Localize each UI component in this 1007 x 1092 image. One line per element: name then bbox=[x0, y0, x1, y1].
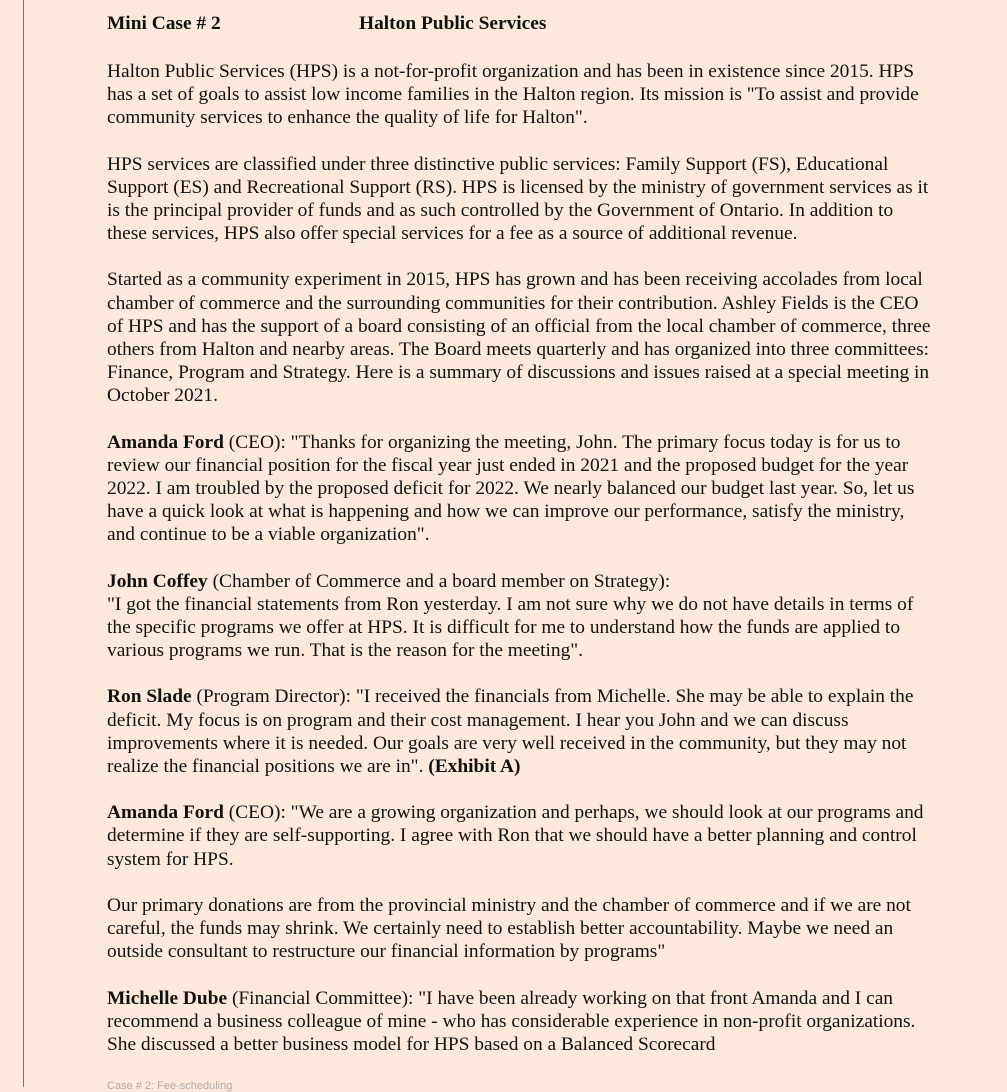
speaker-text: (CEO): "Thanks for organizing the meeting, John. The primary focus today is for us to review our financial position for the fiscal year just ended in 2021 and the proposed budget for the year 2022. I am troubled by the proposed deficit for 2022. We nearly balanced our budget last year. So, let us have a quick look at what is happening and how we can improve our performance, satisfy the ministry, and continue to be a viable organization". bbox=[107, 431, 915, 546]
speaker-text: (Financial Committee): "I have been already working on that front Amanda and I can recommend a business colleague of mine - who has considerable experience in non-profit organizations. She discussed a better business model for HPS based on a Balanced Scorecard bbox=[107, 987, 916, 1055]
speaker-name: Michelle Dube bbox=[107, 987, 228, 1009]
document-body bbox=[107, 10, 937, 1079]
speaker-name: John Coffey bbox=[107, 570, 208, 592]
page-left-border bbox=[23, 0, 24, 1087]
donations-paragraph: Our primary donations are from the provincial ministry and the chamber of commerce and if we are not careful, the funds may shrink. We certainly need to establish better accountability. Maybe we need an outside consultant to restructure our financial information by programs" bbox=[107, 894, 911, 963]
speaker-name: Ron Slade bbox=[107, 686, 192, 708]
speaker-name: Amanda Ford bbox=[107, 802, 224, 824]
speaker-text: (CEO): "We are a growing organization and perhaps, we should look at our programs and determine if they are self-supporting. I agree with Ron that we should have a better planning and control system for HPS. bbox=[107, 802, 924, 870]
amanda-statement-1 bbox=[107, 431, 937, 547]
john-role bbox=[107, 570, 937, 593]
intro-paragraph: Halton Public Services (HPS) is a not-for-profit organization and has been in existence since 2015. HPS has a set of goals to assist low income families in the Halton region. Its mission is "To assist and provide community services to enhance the quality of life for Halton". bbox=[107, 61, 919, 129]
case-header bbox=[107, 10, 937, 37]
speaker-text: (Program Director): "I received the financials from Michelle. She may be able to explain the deficit. My focus is on program and their cost management. I hear you John and we can discuss improvements where it is needed. Our goals are very well received in the community, but they may not realize the financial positions we are in". bbox=[107, 686, 914, 778]
case-label: Mini Case # 2 bbox=[107, 12, 221, 34]
case-title: Halton Public Services bbox=[359, 12, 547, 34]
amanda-statement-2 bbox=[107, 801, 937, 871]
speaker-role: (Chamber of Commerce and a board member on Strategy): bbox=[207, 570, 671, 592]
services-paragraph: HPS services are classified under three distinctive public services: Family Support (FS), Educational Support (ES) and Recreational Support (RS). HPS is licensed by the ministry of government services as it is the principal provider of funds and as such controlled by the Government of Ontario. In addition to these services, HPS also offer special services for a fee as a source of additional revenue. bbox=[107, 153, 929, 245]
michelle-statement bbox=[107, 987, 937, 1057]
history-paragraph: Started as a community experiment in 2015, HPS has grown and has been receiving accolades from local chamber of commerce and the surrounding communities for their contribution. Ashley Fields is the CEO of HPS and has the support of a board consisting of an official from the local chamber of commerce, three others from Halton and nearby areas. The Board meets quarterly and has organized into three committees: Finance, Program and Strategy. Here is a summary of discussions and issues raised at a special meeting in October 2021. bbox=[107, 269, 931, 407]
page-footer: Case # 2: Fee-scheduling bbox=[107, 1080, 233, 1092]
speaker-name: Amanda Ford bbox=[107, 431, 224, 453]
john-statement: "I got the financial statements from Ron yesterday. I am not sure why we do not have details in terms of the specific programs we offer at HPS. It is difficult for me to understand how the funds are applied to various programs we run. That is the reason for the meeting". bbox=[107, 593, 914, 662]
ron-statement bbox=[107, 685, 937, 778]
exhibit-reference: (Exhibit A) bbox=[428, 756, 521, 778]
